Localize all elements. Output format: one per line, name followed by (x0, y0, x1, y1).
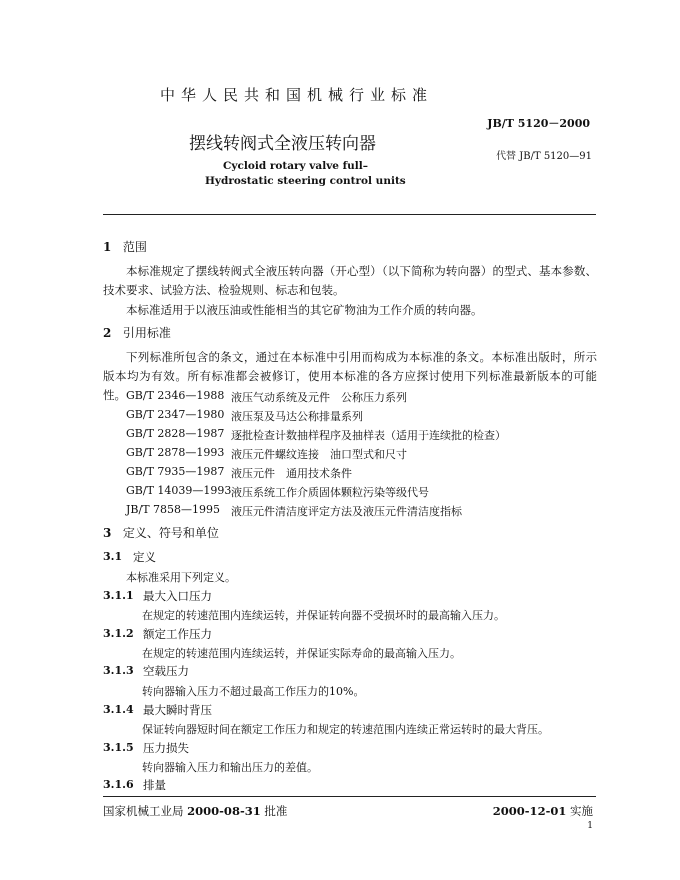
definition-term: 空载压力 (143, 664, 189, 678)
subsection-text: 本标准采用下列定义。 (126, 571, 236, 584)
section-2-heading (103, 324, 171, 341)
definition-term: 额定工作压力 (143, 627, 212, 641)
definition-number: 3.1.1 (103, 589, 134, 602)
section-title: 范围 (122, 240, 147, 254)
reference-title: 液压系统工作介质固体颗粒污染等级代号 (231, 486, 429, 499)
document-title-cn: 摆线转阀式全液压转向器 (189, 134, 376, 154)
definition-text: 转向器输入压力和输出压力的差值。 (142, 761, 318, 774)
section-3-heading (103, 524, 219, 541)
implementation-date: 2000-12-01 (492, 804, 567, 818)
section-number: 2 (103, 326, 112, 340)
reference-code: GB/T 14039—1993 (126, 484, 232, 497)
reference-code: GB/T 2346—1988 (126, 389, 225, 402)
document-title-en-line2: Hydrostatic steering control units (205, 175, 406, 187)
approve-date: 2000-08-31 (187, 804, 261, 818)
standard-number: JB/T 5120－2000 (487, 117, 590, 130)
footer-divider (103, 796, 596, 797)
reference-title: 逐批检查计数抽样程序及抽样表（适用于连续批的检查） (231, 429, 506, 442)
replaces-note: 代替 JB/T 5120—91 (496, 151, 592, 162)
implementation-label: 实施 (570, 804, 593, 818)
definition-text: 在规定的转速范围内连续运转，并保证实际寿命的最高输入压力。 (142, 647, 461, 660)
definition-number: 3.1.5 (103, 741, 134, 754)
reference-title: 液压元件 通用技术条件 (231, 467, 352, 480)
approve-label: 批准 (264, 804, 288, 818)
reference-title: 液压元件清洁度评定方法及液压元件清洁度指标 (231, 505, 462, 518)
footer-approval (103, 803, 287, 819)
definition-text: 转向器输入压力不超过最高工作压力的10%。 (142, 685, 365, 698)
reference-title: 液压气动系统及元件 公称压力系列 (231, 391, 407, 404)
reference-code: GB/T 7935—1987 (126, 465, 225, 478)
section-number: 3 (103, 526, 112, 540)
section-1-paragraph-2: 本标准适用于以液压油或性能相当的其它矿物油为工作介质的转向器。 (126, 303, 483, 317)
header-divider (103, 214, 596, 215)
subsection-number: 3.1 (103, 550, 123, 563)
footer-implementation (493, 803, 593, 819)
definition-number: 3.1.3 (103, 664, 134, 677)
subsection-title: 定义 (133, 550, 156, 564)
definition-text: 保证转向器短时间在额定工作压力和规定的转速范围内连续正常运转时的最大背压。 (142, 723, 549, 736)
reference-code: GB/T 2347—1980 (126, 408, 225, 421)
issuer: 国家机械工业局 (103, 804, 184, 818)
section-1-heading (103, 238, 147, 255)
definition-text: 在规定的转速范围内连续运转，并保证转向器不受损坏时的最高输入压力。 (142, 609, 505, 622)
page-number: 1 (587, 821, 593, 831)
section-title: 定义、符号和单位 (122, 526, 219, 540)
organization-title: 中华人民共和国机械行业标准 (160, 86, 434, 104)
document-title-en-line1: Cycloid rotary valve full– (223, 160, 369, 172)
section-title: 引用标准 (122, 326, 171, 340)
reference-code: GB/T 2828—1987 (126, 427, 225, 440)
reference-title: 液压元件螺纹连接 油口型式和尺寸 (231, 448, 407, 461)
definition-number: 3.1.2 (103, 627, 134, 640)
definition-number: 3.1.4 (103, 703, 134, 716)
reference-code: JB/T 7858—1995 (126, 503, 221, 516)
definition-term: 压力损失 (143, 741, 189, 755)
definition-term: 最大瞬时背压 (143, 703, 212, 717)
reference-code: GB/T 2878—1993 (126, 446, 225, 459)
section-number: 1 (103, 240, 112, 254)
definition-number: 3.1.6 (103, 778, 134, 791)
section-1-paragraph-1: 本标准规定了摆线转阀式全液压转向器（开心型）（以下简称为转向器）的型式、基本参数、技术要求、试验方法、检验规则、标志和包装。 (103, 264, 597, 297)
definition-term: 排量 (143, 778, 166, 792)
definition-term: 最大入口压力 (143, 589, 212, 603)
reference-title: 液压泵及马达公称排量系列 (231, 410, 363, 423)
section-2-paragraph-1: 下列标准所包含的条文，通过在本标准中引用而构成为本标准的条文。本标准出版时，所示版本均为有效。所有标准都会被修订，使用本标准的各方应探讨使用下列标准最新版本的可能性。 (103, 350, 597, 402)
